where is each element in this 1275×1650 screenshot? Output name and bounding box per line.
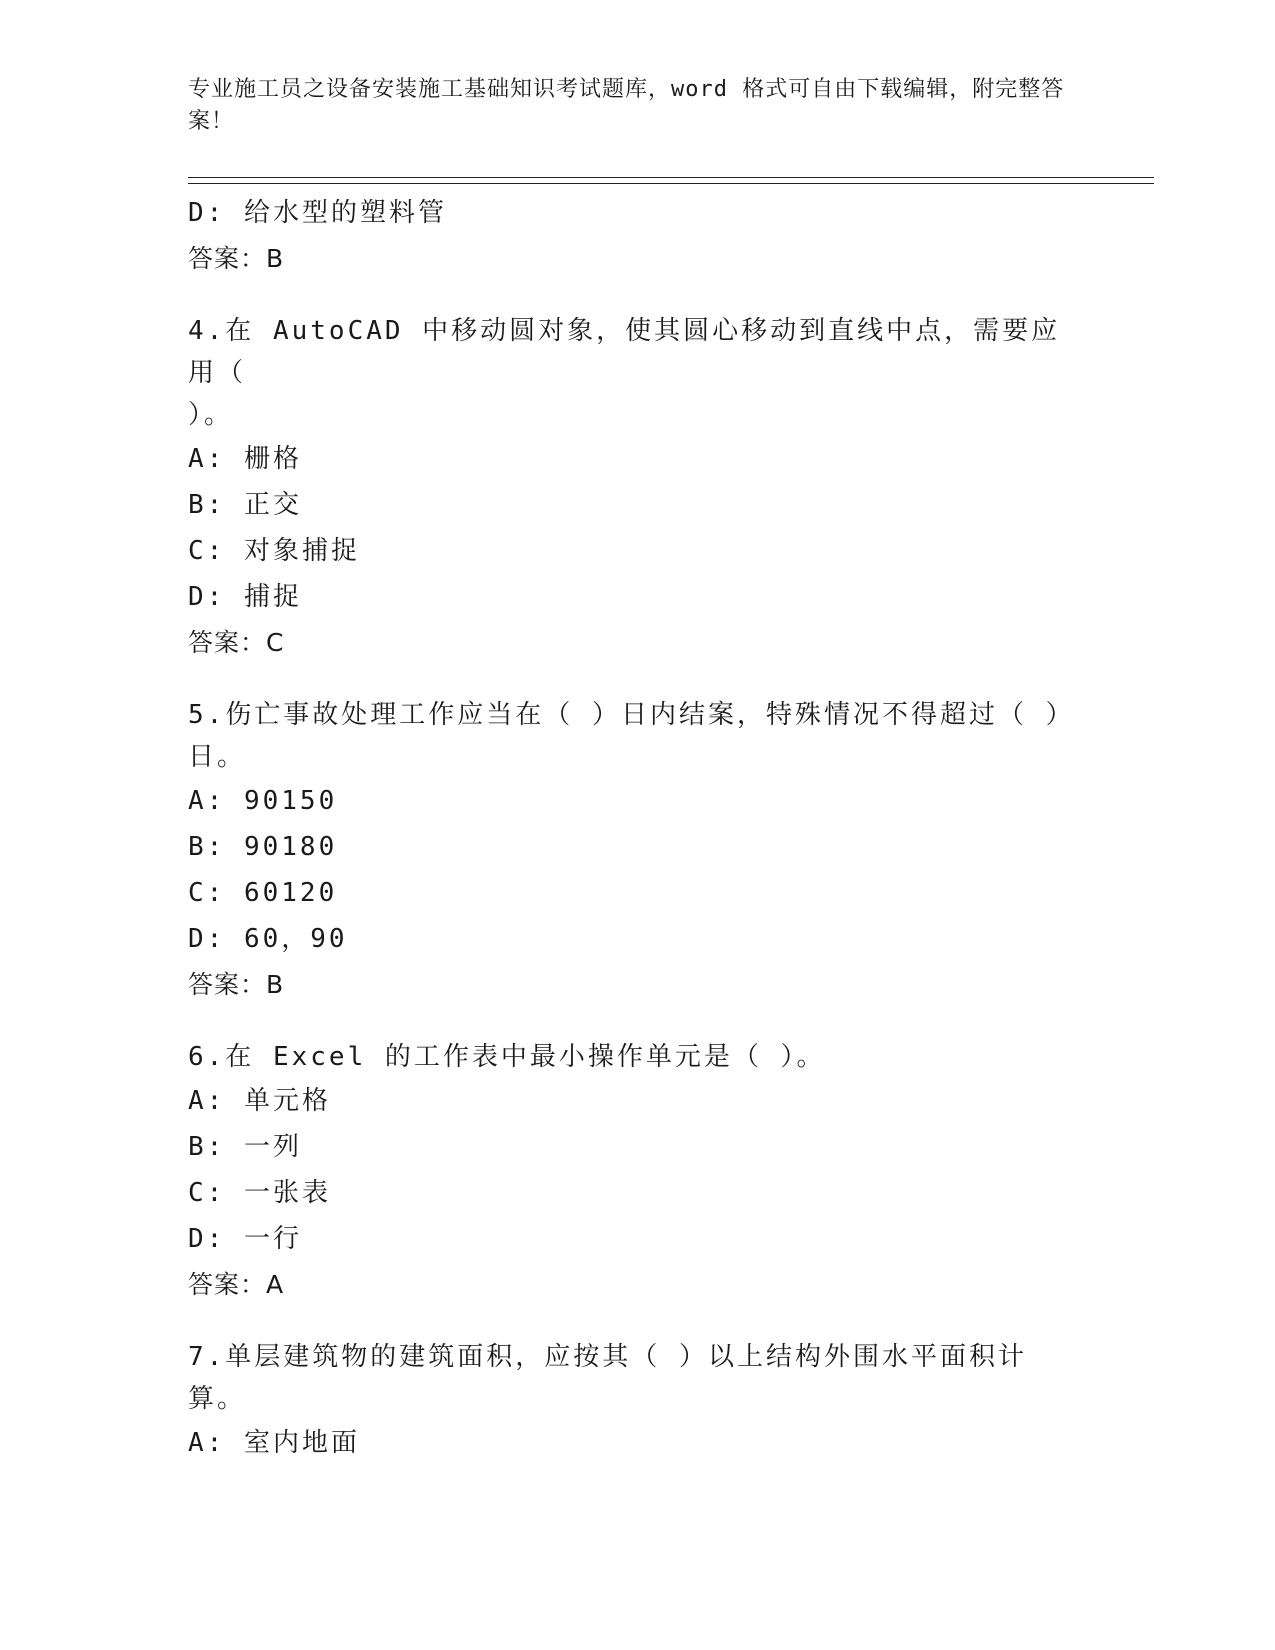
document-header <box>188 74 1068 138</box>
question-5 <box>188 694 1075 1008</box>
option-d: D: 捕捉 <box>188 582 302 612</box>
question-4 <box>188 310 1068 666</box>
option-b: B: 90180 <box>188 832 338 862</box>
option-c: C: 一张表 <box>188 1178 331 1208</box>
option-a: A: 栅格 <box>188 444 302 474</box>
option-a: A: 室内地面 <box>188 1428 360 1458</box>
option-b: B: 一列 <box>188 1132 302 1162</box>
option-d: D: 给水型的塑料管 <box>188 198 447 228</box>
question-stem: 5.伤亡事故处理工作应当在（ ）日内结案，特殊情况不得超过（ ） <box>188 700 1075 730</box>
answer-line: 答案：A <box>188 1270 285 1299</box>
option-c: C: 对象捕捉 <box>188 536 360 566</box>
option-c: C: 60120 <box>188 878 338 908</box>
question-stem: 7.单层建筑物的建筑面积，应按其（ ）以上结构外围水平面积计算。 <box>188 1342 1027 1414</box>
option-b: B: 正交 <box>188 490 302 520</box>
question-6 <box>188 1036 1068 1308</box>
question-stem: 6.在 Excel 的工作表中最小操作单元是（ ）。 <box>188 1042 826 1072</box>
question-stem-continued: ）。 <box>188 400 234 430</box>
option-d: D: 60，90 <box>188 924 348 954</box>
option-a: A: 90150 <box>188 786 338 816</box>
answer-line: 答案：B <box>188 970 285 999</box>
question-7 <box>188 1336 1068 1466</box>
answer-line: 答案：C <box>188 628 285 657</box>
header-text: 专业施工员之设备安装施工基础知识考试题库，word 格式可自由下载编辑，附完整答案！ <box>188 77 1065 134</box>
option-a: A: 单元格 <box>188 1086 331 1116</box>
header-divider-bottom <box>188 183 1154 184</box>
answer-line: 答案：B <box>188 244 285 273</box>
header-divider-top <box>188 177 1154 178</box>
question-stem-continued: 日。 <box>188 742 247 772</box>
option-d: D: 一行 <box>188 1224 302 1254</box>
question-list <box>188 190 1075 1466</box>
question-3-tail <box>188 190 1068 282</box>
question-stem: 4.在 AutoCAD 中移动圆对象，使其圆心移动到直线中点，需要应用（ <box>188 316 1061 388</box>
